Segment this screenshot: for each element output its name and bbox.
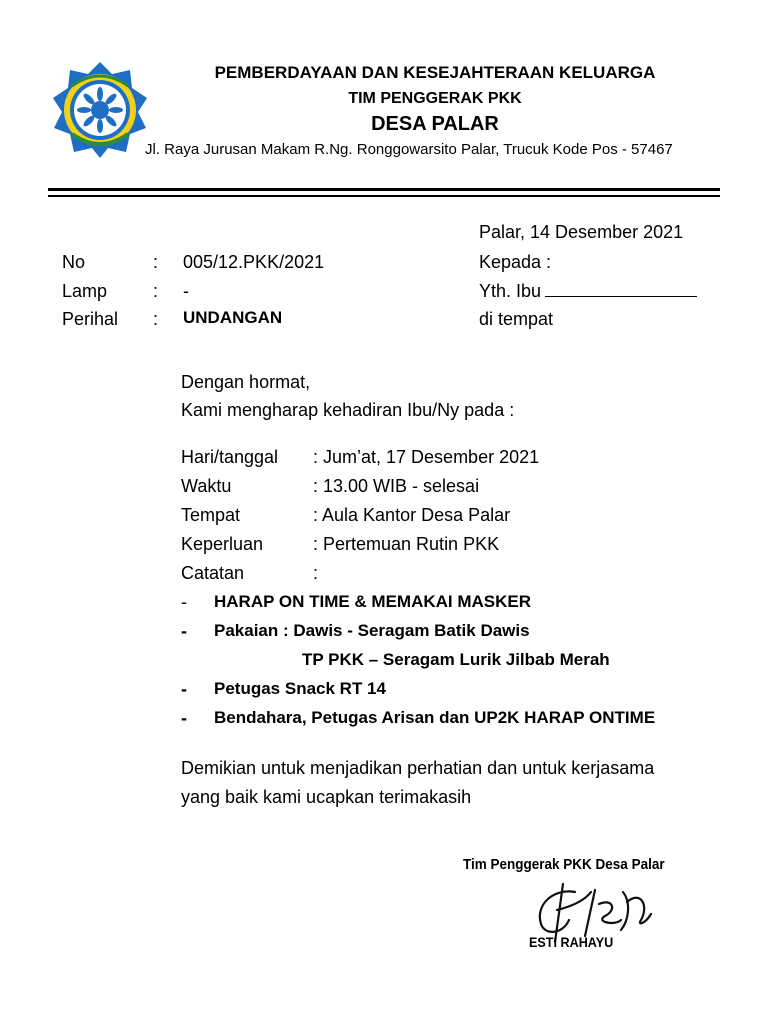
note-text: HARAP ON TIME & MEMAKAI MASKER	[214, 592, 532, 611]
header-rule-thin	[48, 195, 720, 197]
village-name: DESA PALAR	[371, 113, 499, 135]
meta-value-no: 005/12.PKK/2021	[183, 252, 325, 272]
meta-label-perihal: Perihal	[62, 309, 119, 329]
detail-value-notes: :	[313, 563, 319, 583]
meta-label-lamp: Lamp	[62, 281, 108, 301]
greeting: Dengan hormat,	[181, 372, 311, 392]
detail-value-purpose: : Pertemuan Rutin PKK	[313, 534, 500, 554]
detail-label-purpose: Keperluan	[181, 534, 264, 554]
note-text-continued: TP PKK – Seragam Lurik Jilbab Merah	[302, 650, 610, 669]
signature-name: ESTI RAHAYU	[529, 934, 614, 950]
signature-block	[445, 850, 695, 965]
closing-line-1: Demikian untuk menjadikan perhatian dan untuk kerjasama	[181, 758, 655, 778]
detail-label-time: Waktu	[181, 476, 232, 496]
address: Jl. Raya Jurusan Makam R.Ng. Ronggowarsito Palar, Trucuk Kode Pos - 57467	[145, 141, 673, 158]
detail-label-date: Hari/tanggal	[181, 447, 279, 467]
meta-sep: :	[153, 309, 159, 329]
detail-label-notes: Catatan	[181, 563, 245, 583]
team-name: TIM PENGGERAK PKK	[348, 90, 522, 107]
recipient-blank	[545, 280, 697, 297]
intro: Kami mengharap kehadiran Ibu/Ny pada :	[181, 400, 515, 420]
detail-value-date: : Jum’at, 17 Desember 2021	[313, 447, 540, 467]
meta-value-perihal: UNDANGAN	[183, 308, 283, 327]
meta-label-no: No	[62, 252, 86, 272]
signature-team: Tim Penggerak PKK Desa Palar	[463, 856, 665, 873]
note-text: Pakaian : Dawis - Seragam Batik Dawis	[214, 621, 530, 640]
note-text: Bendahara, Petugas Arisan dan UP2K HARAP ONTIME	[214, 708, 656, 727]
pkk-emblem-icon	[50, 60, 150, 160]
detail-value-place: : Aula Kantor Desa Palar	[313, 505, 511, 525]
letter-date: Palar, 14 Desember 2021	[479, 222, 684, 242]
note-dash: -	[181, 621, 187, 641]
recipient-to: Kepada :	[479, 252, 552, 272]
note-text: Petugas Snack RT 14	[214, 679, 386, 698]
note-dash: -	[181, 679, 187, 699]
header-rule-thick	[48, 188, 720, 191]
meta-sep: :	[153, 252, 159, 272]
closing-line-2: yang baik kami ucapkan terimakasih	[181, 787, 472, 807]
recipient-line	[479, 280, 697, 302]
org-name: PEMBERDAYAAN DAN KESEJAHTERAAN KELUARGA	[214, 63, 656, 82]
recipient-name: Yth. Ibu	[479, 281, 542, 301]
recipient-place: di tempat	[479, 309, 554, 329]
meta-sep: :	[153, 281, 159, 301]
note-dash: -	[181, 708, 187, 728]
detail-value-time: : 13.00 WIB - selesai	[313, 476, 480, 496]
meta-value-lamp: -	[183, 281, 189, 301]
note-dash: -	[181, 592, 187, 612]
detail-label-place: Tempat	[181, 505, 241, 525]
